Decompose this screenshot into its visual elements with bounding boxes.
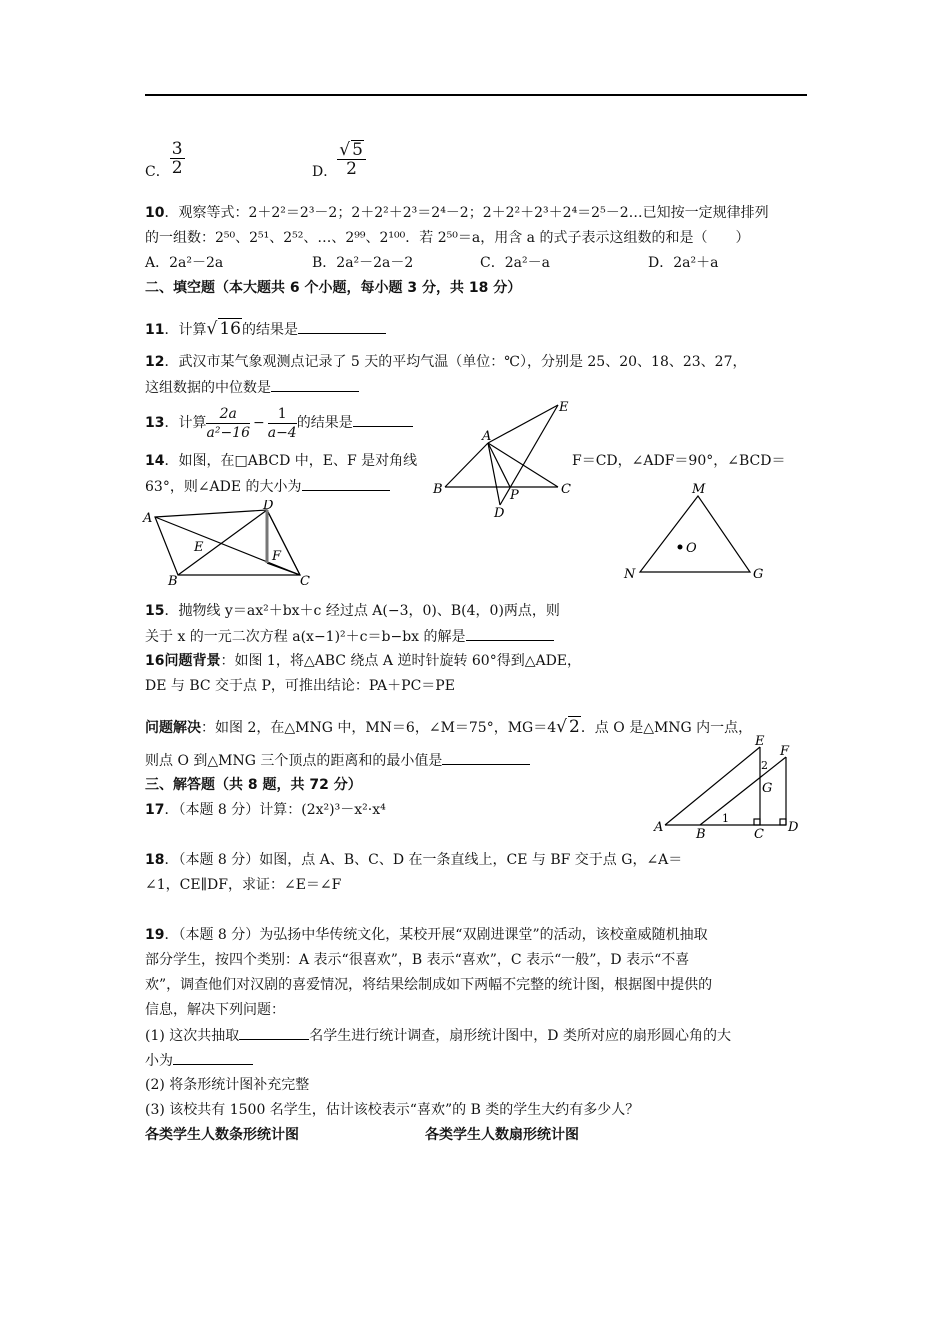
fig-mng-label: M	[692, 482, 706, 497]
fig-tri-label: A	[482, 429, 492, 444]
figure-triangle-mng	[620, 478, 770, 588]
q19-sub2: (2) 将条形统计图补充完整	[145, 1077, 310, 1093]
q14-line1b: F＝CD，∠ADF＝90°，∠BCD＝	[572, 453, 786, 469]
fig-para-label: D	[263, 500, 274, 513]
q16-line1: 16问题背景：如图 1，将△ABC 绕点 A 逆时针旋转 60°得到△ADE，	[145, 653, 582, 669]
q19-line1: 19．（本题 8 分）为弘扬中华传统文化，某校开展“双剧进课堂”的活动，该校童威随机抽取	[145, 927, 708, 943]
fig-line-label: D	[788, 820, 799, 835]
q16-line3: 问题解决：如图 2，在△MNG 中，MN＝6，∠M＝75°，MG＝4√ 2．点 O 是△MNG 内一点，	[145, 717, 753, 737]
fig-mng-label: G	[753, 567, 764, 582]
q10-line1: 10．观察等式：2＋2²＝2³－2；2＋2²＋2³＝2⁴－2；2＋2²＋2³＋2⁴＝2⁵－2…已知按一定规律排列	[145, 205, 769, 221]
fig-line-label: C	[754, 827, 764, 842]
fig-line-label: E	[755, 735, 765, 749]
q19-line4: 信息，解决下列问题：	[145, 1002, 285, 1018]
section-heading-fill-in: 二、填空题（本大题共 6 个小题，每小题 3 分，共 18 分）	[145, 280, 522, 296]
q17: 17．（本题 8 分）计算：(2x²)³－x²·x⁴	[145, 802, 386, 818]
q19-sub1: (1) 这次共抽取 名学生进行统计调查，扇形统计图中，D 类所对应的扇形圆心角的大	[145, 1025, 731, 1046]
fig-mng-label: N	[624, 567, 636, 582]
fig-tri-label: C	[561, 482, 571, 497]
fig-mng-label: O	[686, 541, 697, 556]
q10-option-b: B．2a²－2a－2	[312, 255, 414, 271]
q9-option-d: D． $\frac{√ 5}{2}$	[312, 140, 366, 182]
q14-answer-blank	[302, 476, 390, 491]
q14-line2: 63°，则∠ADE 的大小为	[145, 476, 390, 497]
q12-line1: 12．武汉市某气象观测点记录了 5 天的平均气温（单位：℃），分别是 25、20、18、23、27，	[145, 354, 747, 370]
fig-line-label: B	[696, 827, 706, 842]
q13: 13．计算 $\frac{2a}{\text{a²−16}}$ − $\frac{1}{a-4}$ 的结果是	[145, 400, 413, 446]
bar-chart-title: 各类学生人数条形统计图	[145, 1127, 299, 1143]
q19-sub3: (3) 该校共有 1500 名学生，估计该校表示“喜欢”的 B 类的学生大约有多少人？	[145, 1102, 640, 1118]
q16-line4: 则点 O 到△MNG 三个顶点的距离和的最小值是	[145, 750, 530, 771]
q13-answer-blank	[353, 412, 413, 427]
q18-line1: 18．（本题 8 分）如图，点 A、B、C、D 在一条直线上，CE 与 BF 交于点 G，∠A＝	[145, 852, 683, 868]
q19-angle-blank	[173, 1050, 253, 1065]
q16-line2: DE 与 BC 交于点 P，可推出结论：PA＋PC＝PE	[145, 678, 455, 694]
q10-line2: 的一组数：2⁵⁰、2⁵¹、2⁵²、…、2⁹⁹、2¹⁰⁰．若 2⁵⁰＝a，用含 a 的式子表示这组数的和是（ ）	[145, 230, 750, 246]
q16-answer-blank	[442, 750, 530, 765]
q14-line1a: 14．如图，在□ABCD 中，E、F 是对角线	[145, 453, 418, 469]
q12-answer-blank	[271, 377, 359, 392]
fig-para-label: C	[300, 574, 310, 589]
fig-para-label: B	[168, 574, 178, 589]
q10-option-c: C．2a²－a	[480, 255, 550, 271]
q10-option-a: A．2a²－2a	[145, 255, 224, 271]
q9-option-c: C． $\frac{3}{2}$	[145, 139, 183, 180]
fig-line-label: A	[654, 820, 664, 835]
q19-sub1-cont: 小为	[145, 1050, 253, 1071]
q12-line2: 这组数据的中位数是	[145, 377, 359, 398]
header-rule	[145, 94, 807, 96]
pie-chart-title: 各类学生人数扇形统计图	[425, 1127, 579, 1143]
fig-tri-label: D	[494, 506, 505, 520]
fig-line-label: 1	[722, 812, 729, 825]
q19-line2: 部分学生，按四个类别：A 表示“很喜欢”，B 表示“喜欢”，C 表示“一般”，D 表示“不喜	[145, 952, 690, 968]
fig-para-label: A	[143, 511, 153, 526]
q11: 11．计算√ 16的结果是	[145, 318, 386, 340]
q11-answer-blank	[298, 319, 386, 334]
figure-parallel-lines	[650, 735, 805, 845]
fig-line-label: 2	[761, 759, 768, 772]
figure-triangle-rotation	[430, 395, 580, 520]
fig-tri-label: P	[510, 488, 519, 503]
q19-line3: 欢”，调查他们对汉剧的喜爱情况，将结果绘制成如下两幅不完整的统计图，根据图中提供的	[145, 977, 713, 993]
figure-parallelogram	[140, 500, 315, 590]
q15-line1: 15．抛物线 y＝ax²＋bx＋c 经过点 A(−3，0)、B(4，0)两点，则	[145, 603, 560, 619]
q18-line2: ∠1，CE∥DF，求证：∠E＝∠F	[145, 877, 342, 893]
fig-line-label: G	[762, 781, 773, 796]
fig-para-label: E	[194, 540, 204, 555]
q15-line2: 关于 x 的一元二次方程 a(x−1)²＋c＝b−bx 的解是	[145, 626, 554, 647]
q15-answer-blank	[466, 626, 554, 641]
fig-para-label: F	[272, 549, 282, 564]
q10-option-d: D．2a²＋a	[648, 255, 719, 271]
section-heading-solutions: 三、解答题（共 8 题，共 72 分）	[145, 777, 362, 793]
fig-tri-label: E	[559, 400, 569, 415]
q19-count-blank	[239, 1025, 309, 1040]
fig-line-label: F	[780, 744, 790, 759]
fig-tri-label: B	[433, 482, 443, 497]
